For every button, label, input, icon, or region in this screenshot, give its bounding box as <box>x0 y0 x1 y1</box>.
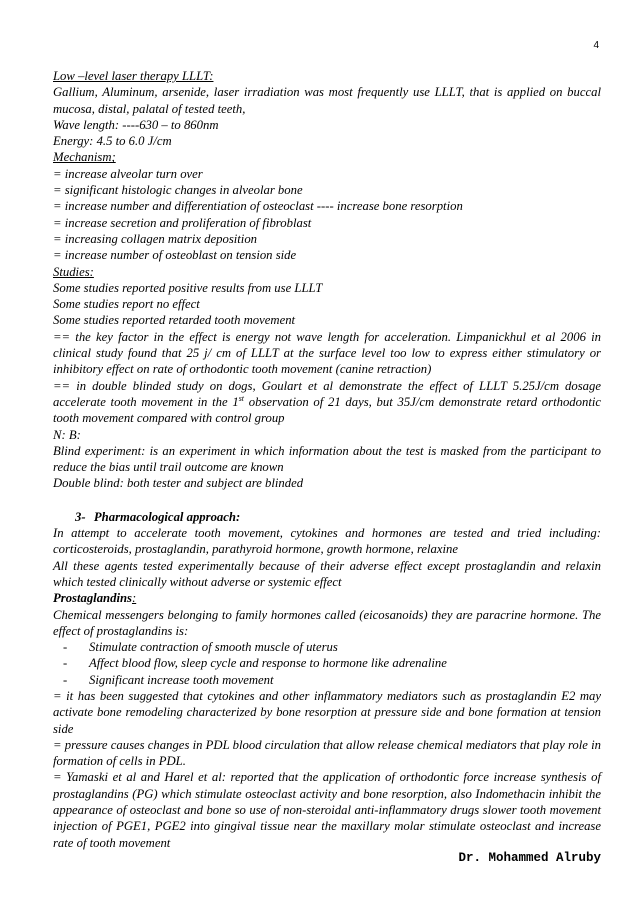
nb-label: N: B: <box>53 427 81 442</box>
prostaglandins-title <box>53 590 601 606</box>
prostaglandins-definition: Chemical messengers belonging to family hormones called (eicosanoids) they are paracrine hormone. The effect of prostaglandins is: <box>53 607 601 638</box>
laser-intro: Gallium, Aluminum, arsenide, laser irradiation was most frequently use LLLT, that is applied on buccal mucosa, distal, palatal of tested teeth, <box>53 85 601 116</box>
dash-bullet: - <box>63 640 68 655</box>
study-item: Some studies report no effect <box>53 297 200 312</box>
effect-text: Significant increase tooth movement <box>89 672 274 687</box>
page-number: 4 <box>593 40 599 51</box>
effect-item <box>53 655 601 671</box>
double-blind-definition: Double blind: both tester and subject are blinded <box>53 476 304 491</box>
effect-text: Stimulate contraction of smooth muscle of uterus <box>89 640 338 655</box>
dash-bullet: - <box>63 672 68 687</box>
dogs-study-paragraph <box>53 378 601 427</box>
mechanism-item: = increasing collagen matrix deposition <box>53 231 258 246</box>
mechanism-item: = increase number of osteoblast on tension side <box>53 248 297 263</box>
yamaski-paragraph: = Yamaski et al and Harel et al: reported that the application of orthodontic force increase synthesis of prostaglandins (PG) which stimulate osteoclast activity and bone resorption, also Indomethacin inhibit the appearance of osteoclast and bone so use of non-steroidal anti-inflammatory drugs slower tooth movement injection of PGE1, PGE2 into gingival tissue near the maxillary molar stimulate osteoclast and increase rate of tooth movement <box>53 770 601 850</box>
dogs-study-text-b: observation of 21 days, but 35J/cm demonstrate retard orthodontic tooth movement compared with control group <box>53 394 601 426</box>
pressure-paragraph: = pressure causes changes in PDL blood circulation that allow release chemical mediators that play role in formation of cells in PDL. <box>53 737 601 769</box>
key-factor-paragraph: == the key factor in the effect is energy not wave length for acceleration. Limpanickhul et al 2006 in clinical study found that 25 j/ cm of LLLT at the surface level too low to express either stimulatory or inhibitory effect on rate of orthodontic tooth movement (canine retraction) <box>53 329 601 377</box>
study-item: Some studies reported positive results from use LLLT <box>53 280 323 295</box>
effect-item <box>53 672 601 688</box>
effect-text: Affect blood flow, sleep cycle and response to hormone like adrenaline <box>89 656 447 671</box>
effect-item <box>53 639 601 655</box>
pharmacological-heading <box>53 509 601 525</box>
mechanism-item: = increase secretion and proliferation of fibroblast <box>53 215 312 230</box>
author-footer: Dr. Mohammed Alruby <box>458 851 601 865</box>
cytokines-paragraph: = it has been suggested that cytokines and other inflammatory mediators such as prostaglandin E2 may activate bone remodeling characterized by bone resorption at pressure side and bone formation at tension side <box>53 688 601 736</box>
heading-number: 3- <box>75 509 86 524</box>
page-content <box>53 68 601 851</box>
mechanism-title: Mechanism; <box>53 150 116 165</box>
laser-section-title: Low –level laser therapy LLLT: <box>53 69 214 83</box>
dash-bullet: - <box>63 656 68 671</box>
prostaglandins-title-text: Prostaglandins <box>53 591 132 606</box>
wavelength-line: Wave length: ----630 – to 860nm <box>53 117 219 132</box>
mechanism-item: = increase number and differentiation of osteoclast ---- increase bone resorption <box>53 199 463 214</box>
prostaglandins-title-colon: : <box>131 591 137 606</box>
studies-title: Studies: <box>53 264 94 279</box>
pharma-intro: In attempt to accelerate tooth movement, cytokines and hormones are tested and tried including: corticosteroids, prostaglandin, parathyroid hormone, growth hormone, relaxine <box>53 526 601 557</box>
heading-title: Pharmacological approach: <box>93 509 241 524</box>
dogs-study-superscript: st <box>238 393 245 403</box>
dogs-study-text-a: == in double blinded study on dogs, Goulart et al demonstrate the effect of LLLT 5.25J/cm dosage accelerate tooth movement in the 1 <box>53 378 601 409</box>
mechanism-item: = significant histologic changes in alveolar bone <box>53 183 303 198</box>
pharma-agents: All these agents tested experimentally because of their adverse effect except prostaglandin and relaxin which tested clinically without adverse or systemic effect <box>53 558 601 589</box>
blind-definition: Blind experiment: is an experiment in which information about the test is masked from the participant to reduce the bias until trail outcome are known <box>53 443 601 475</box>
study-item: Some studies reported retarded tooth movement <box>53 313 296 328</box>
energy-line: Energy: 4.5 to 6.0 J/cm <box>53 134 172 149</box>
mechanism-item: = increase alveolar turn over <box>53 166 203 181</box>
